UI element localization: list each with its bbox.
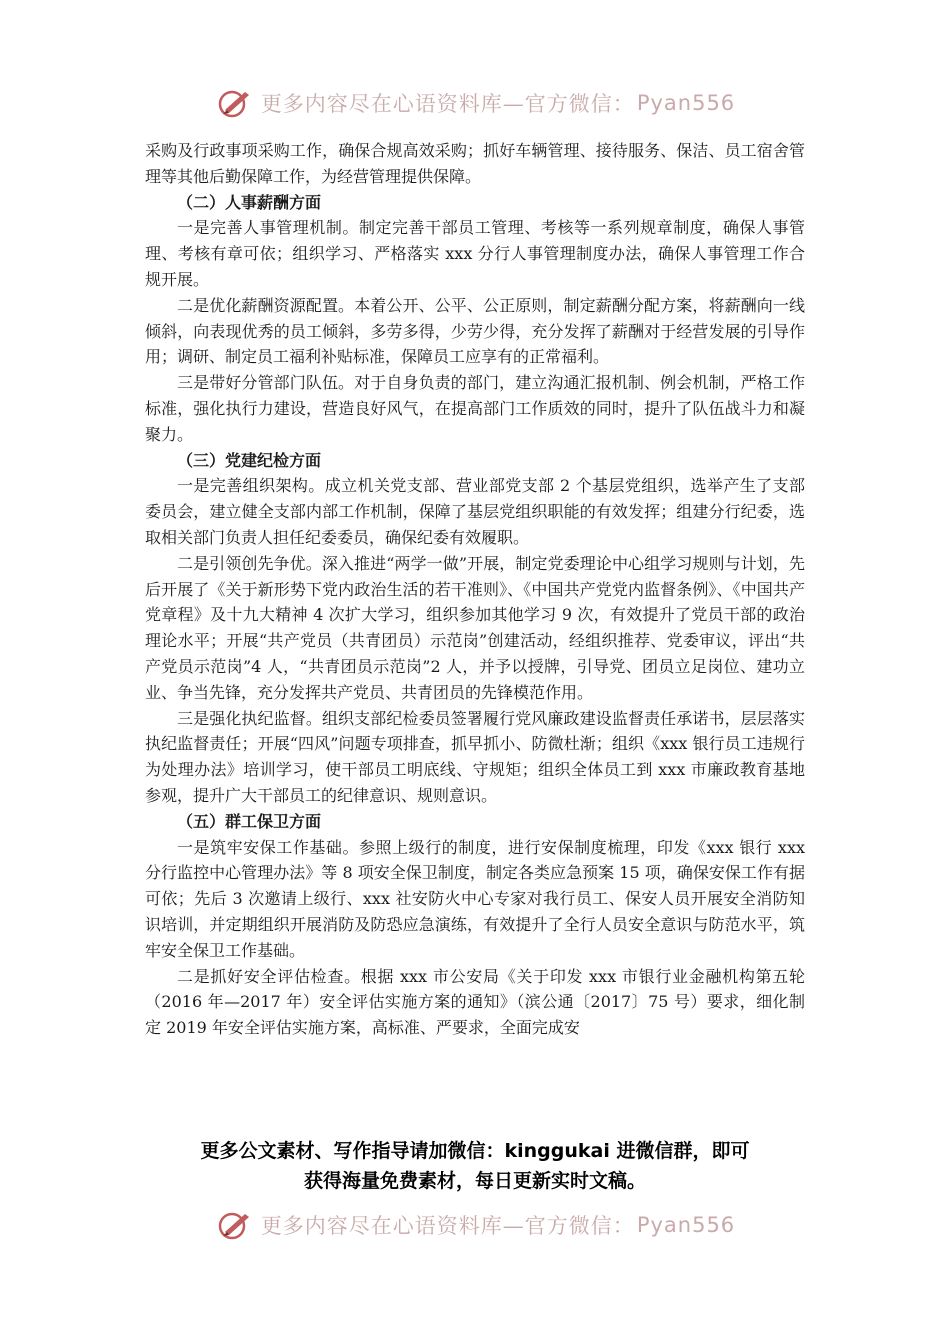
- watermark-text: 更多内容尽在心语资料库—官方微信：: [260, 1214, 635, 1238]
- watermark-text: 更多内容尽在心语资料库—官方微信：: [260, 92, 635, 116]
- paragraph: 三是强化执纪监督。组织支部纪检委员签署履行党风廉政建设监督责任承诺书，层层落实执纪监督责任；开展“四风”问题专项排查，抓早抓小、防微杜渐；组织《xxx 银行员工违规行为处理办法》培训学习，使干部员工明底线、守规矩；组织全体员工到 xxx 市廉政教育基地参观，提升广大干部员工的纪律意识、规则意识。: [145, 708, 805, 805]
- paragraph: 一是筑牢安保工作基础。参照上级行的制度，进行安保制度梳理，印发《xxx 银行 xxx 分行监控中心管理办法》等 8 项安全保卫制度，制定各类应急预案 15 项，确保安保工作有据可依；先后 3 次邀请上级行、xxx 社安防火中心专家对我行员工、保安人员开展安全消防知识培训，并定期组织开展消防及防恐应急演练，有效提升了全行人员安全意识与防范水平，筑牢安全保卫工作基础。: [145, 837, 805, 960]
- promo-banner: [0, 1136, 950, 1196]
- promo-line-2: 获得海量免费素材，每日更新实时文稿。: [303, 1170, 646, 1192]
- paragraph: 二是抓好安全评估检查。根据 xxx 市公安局《关于印发 xxx 市银行业金融机构第五轮（2016 年—2017 年）安全评估实施方案的通知》（滨公通〔2017〕75 号）要求，细化制定 2019 年安全评估实施方案，高标准、严要求，全面完成安: [145, 966, 805, 1038]
- promo-line-1: 更多公文素材、写作指导请加微信：kinggukai 进微信群，即可: [200, 1140, 750, 1162]
- paragraph: 采购及行政事项采购工作，确保合规高效采购；抓好车辆管理、接待服务、保洁、员工宿舍管理等其他后勤保障工作，为经营管理提供保障。: [145, 141, 805, 186]
- paragraph: 二是引领创先争优。深入推进“两学一做”开展，制定党委理论中心组学习规则与计划，先后开展了《关于新形势下党内政治生活的若干准则》、《中国共产党党内监督条例》、《中国共产党章程》及十九大精神 4 次扩大学习，组织参加其他学习 9 次，有效提升了党员干部的政治理论水平；开展“共产党员（共青团员）示范岗”创建活动，经组织推荐、党委审议，评出“共产党员示范岗”4 人，“共青团员示范岗”2 人，并予以授牌，引导党、团员立足岗位、建功立业、争当先锋，充分发挥共产党员、共青团员的先锋模范作用。: [145, 553, 805, 702]
- watermark-footer: [0, 1208, 950, 1242]
- paragraph: 三是带好分管部门队伍。对于自身负责的部门，建立沟通汇报机制、例会机制，严格工作标准，强化执行力建设，营造良好风气，在提高部门工作质效的同时，提升了队伍战斗力和凝聚力。: [145, 373, 805, 444]
- pen-circle-logo-icon: [215, 1208, 255, 1242]
- watermark-id: Pyan556: [636, 1213, 736, 1237]
- document-body: [145, 138, 805, 1041]
- paragraph: 二是优化薪酬资源配置。本着公开、公平、公正原则，制定薪酬分配方案，将薪酬向一线倾斜，向表现优秀的员工倾斜，多劳多得，少劳少得，充分发挥了薪酬对于经营发展的引导作用；调研、制定员工福利补贴标准，保障员工应享有的正常福利。: [145, 295, 805, 367]
- paragraph: 一是完善组织架构。成立机关党支部、营业部党支部 2 个基层党组织，选举产生了支部委员会，建立健全支部内部工作机制，保障了基层党组织职能的有效发挥；组建分行纪委，选取相关部门负责人担任纪委委员，确保纪委有效履职。: [145, 476, 805, 547]
- pen-circle-logo-icon: [215, 86, 255, 120]
- section-heading: （三）党建纪检方面: [177, 450, 322, 470]
- section-heading: （二）人事薪酬方面: [177, 192, 322, 212]
- watermark-id: Pyan556: [636, 91, 736, 115]
- paragraph: 一是完善人事管理机制。制定完善干部员工管理、考核等一系列规章制度，确保人事管理、考核有章可依；组织学习、严格落实 xxx 分行人事管理制度办法，确保人事管理工作合规开展。: [145, 218, 805, 289]
- section-heading: （五）群工保卫方面: [177, 811, 322, 831]
- watermark-header: [0, 86, 950, 120]
